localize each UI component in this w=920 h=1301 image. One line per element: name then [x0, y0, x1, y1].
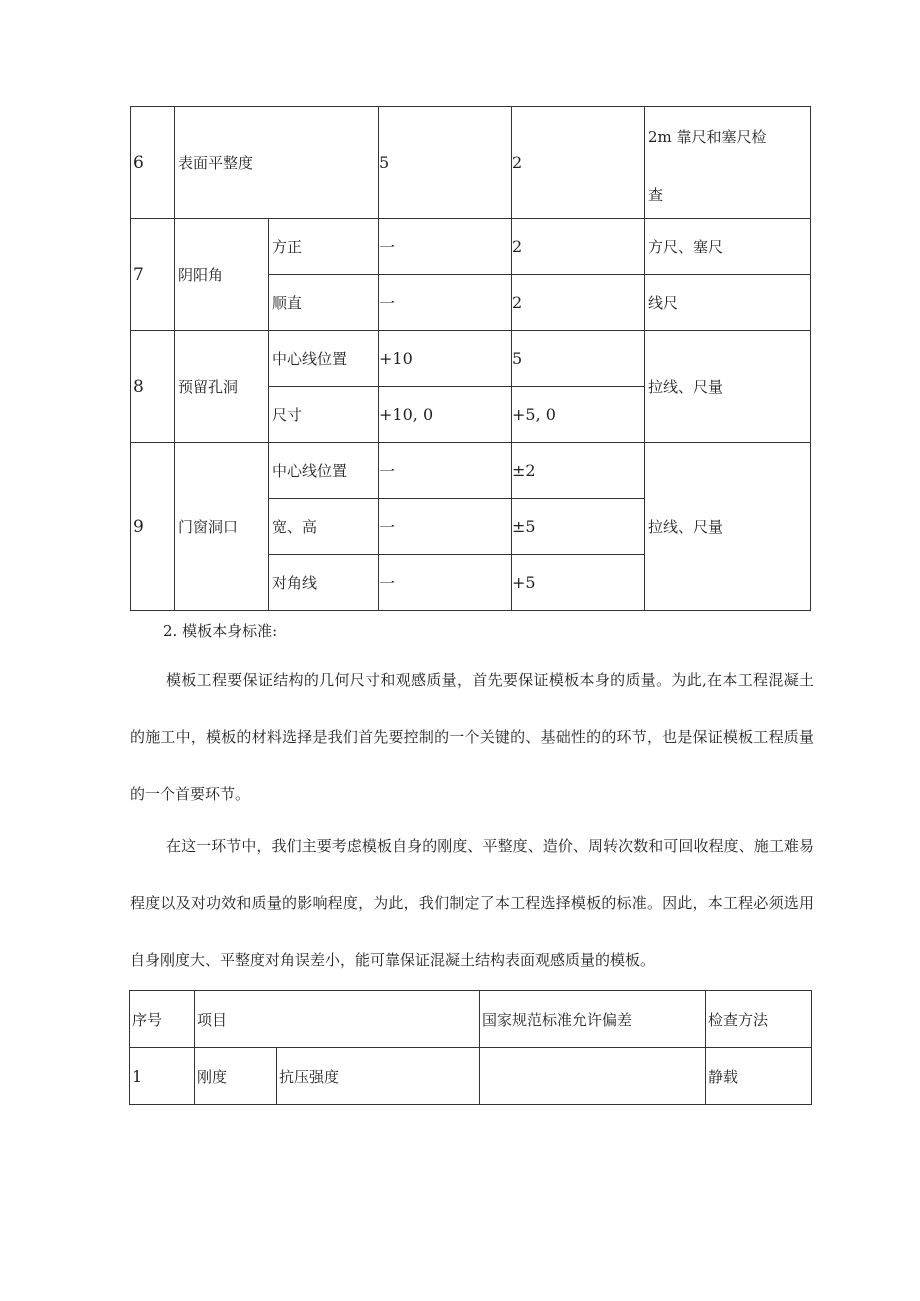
header-standard: 国家规范标准允许偏差: [480, 991, 706, 1048]
check-method-line: 2m 靠尺和塞尺检: [648, 128, 767, 146]
tolerance-value: ±2: [512, 443, 645, 499]
tolerance-value: 2: [512, 219, 645, 275]
table-row: [131, 107, 811, 219]
allowed-value: 一: [379, 555, 512, 611]
sub-item: 方正: [269, 219, 379, 275]
sub-item: 抗压强度: [277, 1048, 480, 1105]
row-number: 7: [131, 219, 175, 331]
sub-item: 对角线: [269, 555, 379, 611]
tolerance-value: +5: [512, 555, 645, 611]
table-row: [131, 443, 811, 499]
tolerance-value: 5: [512, 331, 645, 387]
tolerance-value: +5, 0: [512, 387, 645, 443]
sub-item: 顺直: [269, 275, 379, 331]
check-method: 拉线、尺量: [645, 443, 811, 611]
section-heading: 2. 模板本身标准:: [163, 622, 278, 640]
row-number: 8: [131, 331, 175, 443]
table-header-row: [130, 991, 812, 1048]
allowed-value: 一: [379, 443, 512, 499]
allowed-value: +10, 0: [379, 387, 512, 443]
row-number: 6: [131, 107, 175, 219]
sub-item: 宽、高: [269, 499, 379, 555]
check-method: 方尺、塞尺: [645, 219, 811, 275]
item-name: 刚度: [195, 1048, 277, 1105]
tolerance-value: ±5: [512, 499, 645, 555]
allowed-value: 一: [379, 219, 512, 275]
allowed-value: 一: [379, 499, 512, 555]
table-row: [130, 1048, 812, 1105]
check-method: 静载: [706, 1048, 812, 1105]
item-name: 门窗洞口: [175, 443, 269, 611]
check-method: [645, 107, 811, 219]
tolerance-value: 2: [512, 107, 645, 219]
item-name: 预留孔洞: [175, 331, 269, 443]
standard-value: [480, 1048, 706, 1105]
check-method: 拉线、尺量: [645, 331, 811, 443]
row-number: 9: [131, 443, 175, 611]
sub-item: 中心线位置: [269, 331, 379, 387]
header-item: 项目: [195, 991, 480, 1048]
paragraph: 模板工程要保证结构的几何尺寸和观感质量，首先要保证模板本身的质量。为此,在本工程混凝土的施工中，模板的材料选择是我们首先要控制的一个关键的、基础性的的环节，也是保证模板工程质量的一个首要环节。: [130, 671, 814, 803]
sub-item: 尺寸: [269, 387, 379, 443]
allowed-value: 5: [379, 107, 512, 219]
table-row: [131, 219, 811, 275]
sub-item: 中心线位置: [269, 443, 379, 499]
row-number: 1: [130, 1048, 195, 1105]
allowed-value: +10: [379, 331, 512, 387]
item-name: 阴阳角: [175, 219, 269, 331]
template-standard-table: [129, 990, 812, 1105]
item-name: 表面平整度: [175, 107, 379, 219]
check-method-line: 查: [648, 186, 664, 204]
table-row: [131, 331, 811, 387]
tolerance-table: [130, 106, 811, 611]
header-no: 序号: [130, 991, 195, 1048]
header-method: 检查方法: [706, 991, 812, 1048]
check-method: 线尺: [645, 275, 811, 331]
tolerance-value: 2: [512, 275, 645, 331]
paragraph: 在这一环节中，我们主要考虑模板自身的刚度、平整度、造价、周转次数和可回收程度、施工难易程度以及对功效和质量的影响程度，为此，我们制定了本工程选择模板的标准。因此，本工程必须选用自身刚度大、平整度对角误差小，能可靠保证混凝土结构表面观感质量的模板。: [130, 837, 814, 969]
allowed-value: 一: [379, 275, 512, 331]
